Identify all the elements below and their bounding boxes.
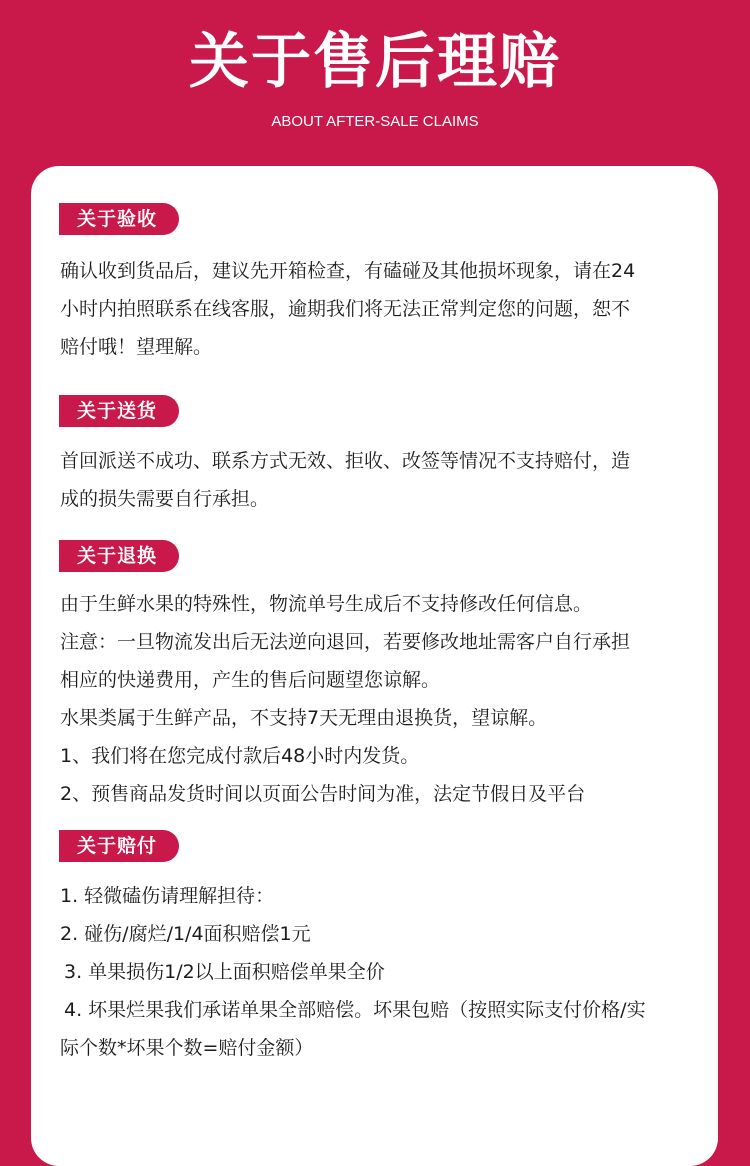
section-line: 由于生鲜水果的特殊性，物流单号生成后不支持修改任何信息。 [60, 593, 593, 615]
page-subtitle: ABOUT AFTER-SALE CLAIMS [271, 113, 479, 130]
section-body-compensation [60, 877, 700, 1067]
section-line: 首回派送不成功、联系方式无效、拒收、改签等情况不支持赔付，造 [60, 450, 631, 472]
section-line: 2. 碰伤/腐烂/1/4面积赔偿1元 [60, 923, 311, 945]
section-tag-inspection: 关于验收 [59, 203, 179, 235]
section-line: 2、预售商品发货时间以页面公告时间为准，法定节假日及平台 [60, 783, 586, 805]
section-line: 3. 单果损伤1/2以上面积赔偿单果全价 [64, 961, 385, 983]
section-line: 赔付哦！望理解。 [60, 336, 213, 358]
section-line: 小时内拍照联系在线客服，逾期我们将无法正常判定您的问题，恕不 [60, 298, 631, 320]
page-title: 关于售后理赔 [189, 27, 561, 97]
section-line: 4. 坏果烂果我们承诺单果全部赔偿。坏果包赔（按照实际支付价格/实 [64, 999, 646, 1021]
section-line: 1、我们将在您完成付款后48小时内发货。 [60, 745, 420, 767]
section-line: 水果类属于生鲜产品，不支持7天无理由退换货，望谅解。 [60, 707, 548, 729]
section-line: 成的损失需要自行承担。 [60, 488, 270, 510]
section-line: 相应的快递费用，产生的售后问题望您谅解。 [60, 669, 441, 691]
section-line: 确认收到货品后，建议先开箱检查，有磕碰及其他损坏现象，请在24 [60, 260, 636, 282]
section-line: 际个数*坏果个数=赔付金额） [60, 1037, 314, 1059]
claims-card [31, 166, 718, 1166]
section-tag-delivery: 关于送货 [59, 395, 179, 427]
section-body-inspection [60, 252, 700, 366]
section-body-returns [60, 585, 700, 813]
section-line: 1. 轻微磕伤请理解担待： [60, 885, 275, 907]
section-line: 注意：一旦物流发出后无法逆向退回，若要修改地址需客户自行承担 [60, 631, 631, 653]
section-body-delivery [60, 442, 700, 518]
section-tag-compensation: 关于赔付 [59, 830, 179, 862]
section-tag-returns: 关于退换 [59, 540, 179, 572]
